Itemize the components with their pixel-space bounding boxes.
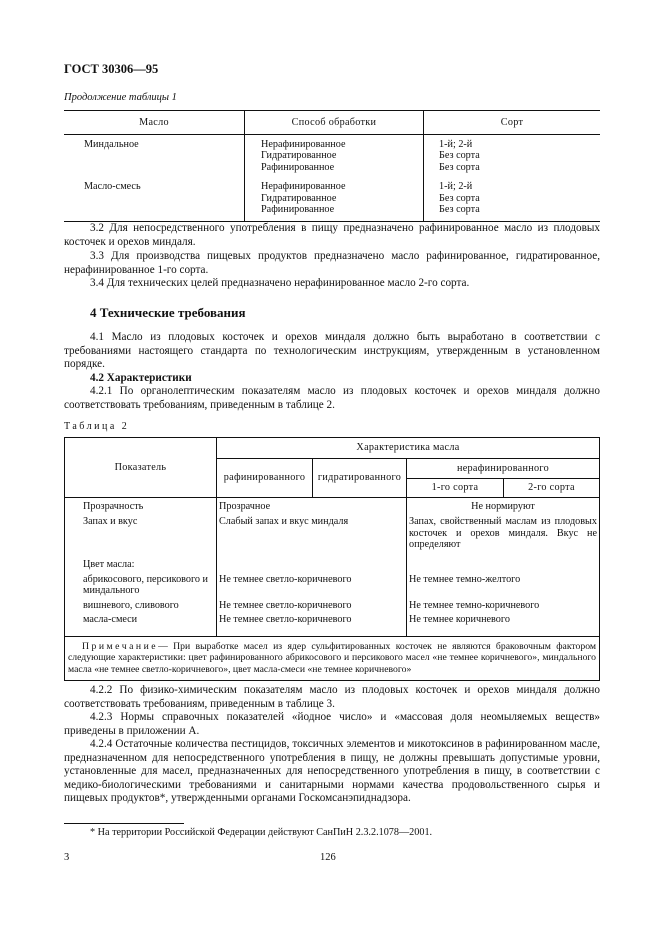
row-label: абрикосового, персикового и миндального [65, 570, 217, 597]
table-row [64, 177, 600, 222]
table2-note [65, 636, 600, 681]
footnote-rule [64, 823, 184, 824]
paragraph-3-4: 3.4 Для технических целей предназначено нерафинированное масло 2-го сорта. [90, 277, 470, 289]
table1-header-method: Способ обработки [245, 111, 424, 135]
row-label: вишневого, сливового [65, 597, 217, 611]
row-value-refined: Не темнее светло-коричневого [217, 611, 407, 636]
method-item: Гидратированное [261, 150, 337, 162]
row-label: масла-смеси [65, 611, 217, 636]
table2 [64, 437, 600, 681]
method-item: Рафинированное [261, 204, 335, 216]
table2-header-grade1: 1-го сорта [407, 479, 504, 498]
page-number-center: 126 [320, 852, 336, 863]
table1-grades [424, 135, 601, 178]
table-row [65, 611, 600, 636]
grade-item: 1-й; 2-й [439, 139, 473, 150]
table2-header-indicator: Показатель [65, 438, 217, 498]
table-row [65, 512, 600, 550]
row-value-refined: Не темнее светло-коричневого [217, 570, 407, 597]
grade-item: Без сорта [439, 204, 480, 216]
table1-header-oil: Масло [139, 116, 169, 128]
row-value-unrefined: Не нормируют [407, 498, 600, 513]
row-value-refined: Не темнее светло-коричневого [217, 597, 407, 611]
grade-item: Без сорта [439, 161, 480, 173]
grade-item: Без сорта [439, 192, 480, 204]
method-item: Нерафинированное [261, 181, 346, 193]
table2-header-unrefined: нерафинированного [407, 459, 600, 479]
method-item: Гидратированное [261, 192, 337, 204]
table1-grades [424, 177, 601, 222]
table1-oil-name: Масло-смесь [84, 181, 141, 193]
row-value-unrefined: Запах, свойственный маслам из плодовых косточек и орехов миндаля. Вкус не определяют [407, 512, 600, 550]
table2-header-hydrated: гидратированного [313, 459, 407, 498]
table-row [65, 551, 600, 570]
empty-cell [407, 551, 600, 570]
table2-caption: Таблица 2 [64, 421, 130, 432]
table2-header-refined: рафинированного [217, 459, 313, 498]
table1-methods [245, 135, 424, 178]
empty-cell [217, 551, 407, 570]
row-label: Цвет масла: [65, 551, 217, 570]
row-value-refined: Слабый запах и вкус миндаля [217, 512, 407, 550]
table2-header-characteristics: Характеристика масла [217, 438, 600, 459]
document-header: ГОСТ 30306—95 [64, 62, 159, 76]
table1-header-grade: Сорт [424, 111, 601, 135]
table1 [64, 110, 600, 222]
table-row [65, 498, 600, 513]
table-row [65, 597, 600, 611]
row-value-unrefined: Не темнее темно-коричневого [407, 597, 600, 611]
row-value-unrefined: Не темнее коричневого [407, 611, 600, 636]
table1-oil-name: Миндальное [84, 139, 139, 150]
row-label: Прозрачность [65, 498, 217, 513]
table1-methods [245, 177, 424, 222]
paragraph-3-3: 3.3 Для производства пищевых продуктов предназначено масло рафинированное, гидратированное, нерафинированное 1-го сорта. [64, 250, 600, 276]
page-number-left: 3 [64, 852, 70, 863]
footnote: * На территории Российской Федерации действуют СанПиН 2.3.2.1078—2001. [90, 827, 433, 838]
table1-caption: Продолжение таблицы 1 [64, 92, 177, 103]
method-item: Рафинированное [261, 161, 335, 173]
paragraph-4-2-1: 4.2.1 По органолептическим показателям масло из плодовых косточек и орехов миндаля должно соответствовать требованиям, приведенным в таблице 2. [64, 385, 600, 411]
paragraph-4-2-3: 4.2.3 Нормы справочных показателей «йодное число» и «массовая доля неомыляемых веществ» приведены в приложении А. [64, 711, 600, 737]
paragraph-4-2-4: 4.2.4 Остаточные количества пестицидов, токсичных элементов и микотоксинов в рафинированном масле, предназначенном для непосредственного употребления в пищу, не должны превышать допустимые уровни, установленные для масел, предназначенных для непосредственного употребления в пищу, в соответствии с медико-биологическими требованиями и санитарными нормами качества продовольственного сырья и пищевых продуктов*, утвержденными органами Госкомсанэпиднадзора. [64, 738, 600, 805]
subsection-title: 4.2 Характеристики [90, 372, 192, 384]
method-item: Нерафинированное [261, 139, 346, 150]
section-title: 4 Технические требования [90, 305, 246, 320]
row-value-unrefined: Не темнее темно-желтого [407, 570, 600, 597]
note-label: Примечание [82, 640, 159, 652]
table-row [64, 135, 600, 178]
paragraph-4-1: 4.1 Масло из плодовых косточек и орехов миндаля должно быть выработано в соответствии с требованиями настоящего стандарта по технологическим инструкциям, утвержденным в установленном порядке. [64, 331, 600, 371]
paragraph-3-2: 3.2 Для непосредственного употребления в пищу предназначено рафинированное масло из плодовых косточек и орехов миндаля. [64, 222, 600, 248]
grade-item: Без сорта [439, 150, 480, 162]
row-label: Запах и вкус [65, 512, 217, 550]
table-row [65, 570, 600, 597]
grade-item: 1-й; 2-й [439, 181, 473, 193]
table2-header-grade2: 2-го сорта [504, 479, 600, 498]
paragraph-4-2-2: 4.2.2 По физико-химическим показателям масло из плодовых косточек и орехов миндаля должно соответствовать требованиям, приведенным в таблице 3. [64, 684, 600, 710]
row-value-refined: Прозрачное [217, 498, 407, 513]
note-text: — При выработке масел из ядер сульфитированных косточек не являются браковочным фактором следующие характеристики: цвет рафинированного абрикосового и персикового масел «не темнее коричневого», миндального масла «не темнее светло-коричневого», цвет масла-смеси «не темнее коричневого» [68, 640, 596, 675]
